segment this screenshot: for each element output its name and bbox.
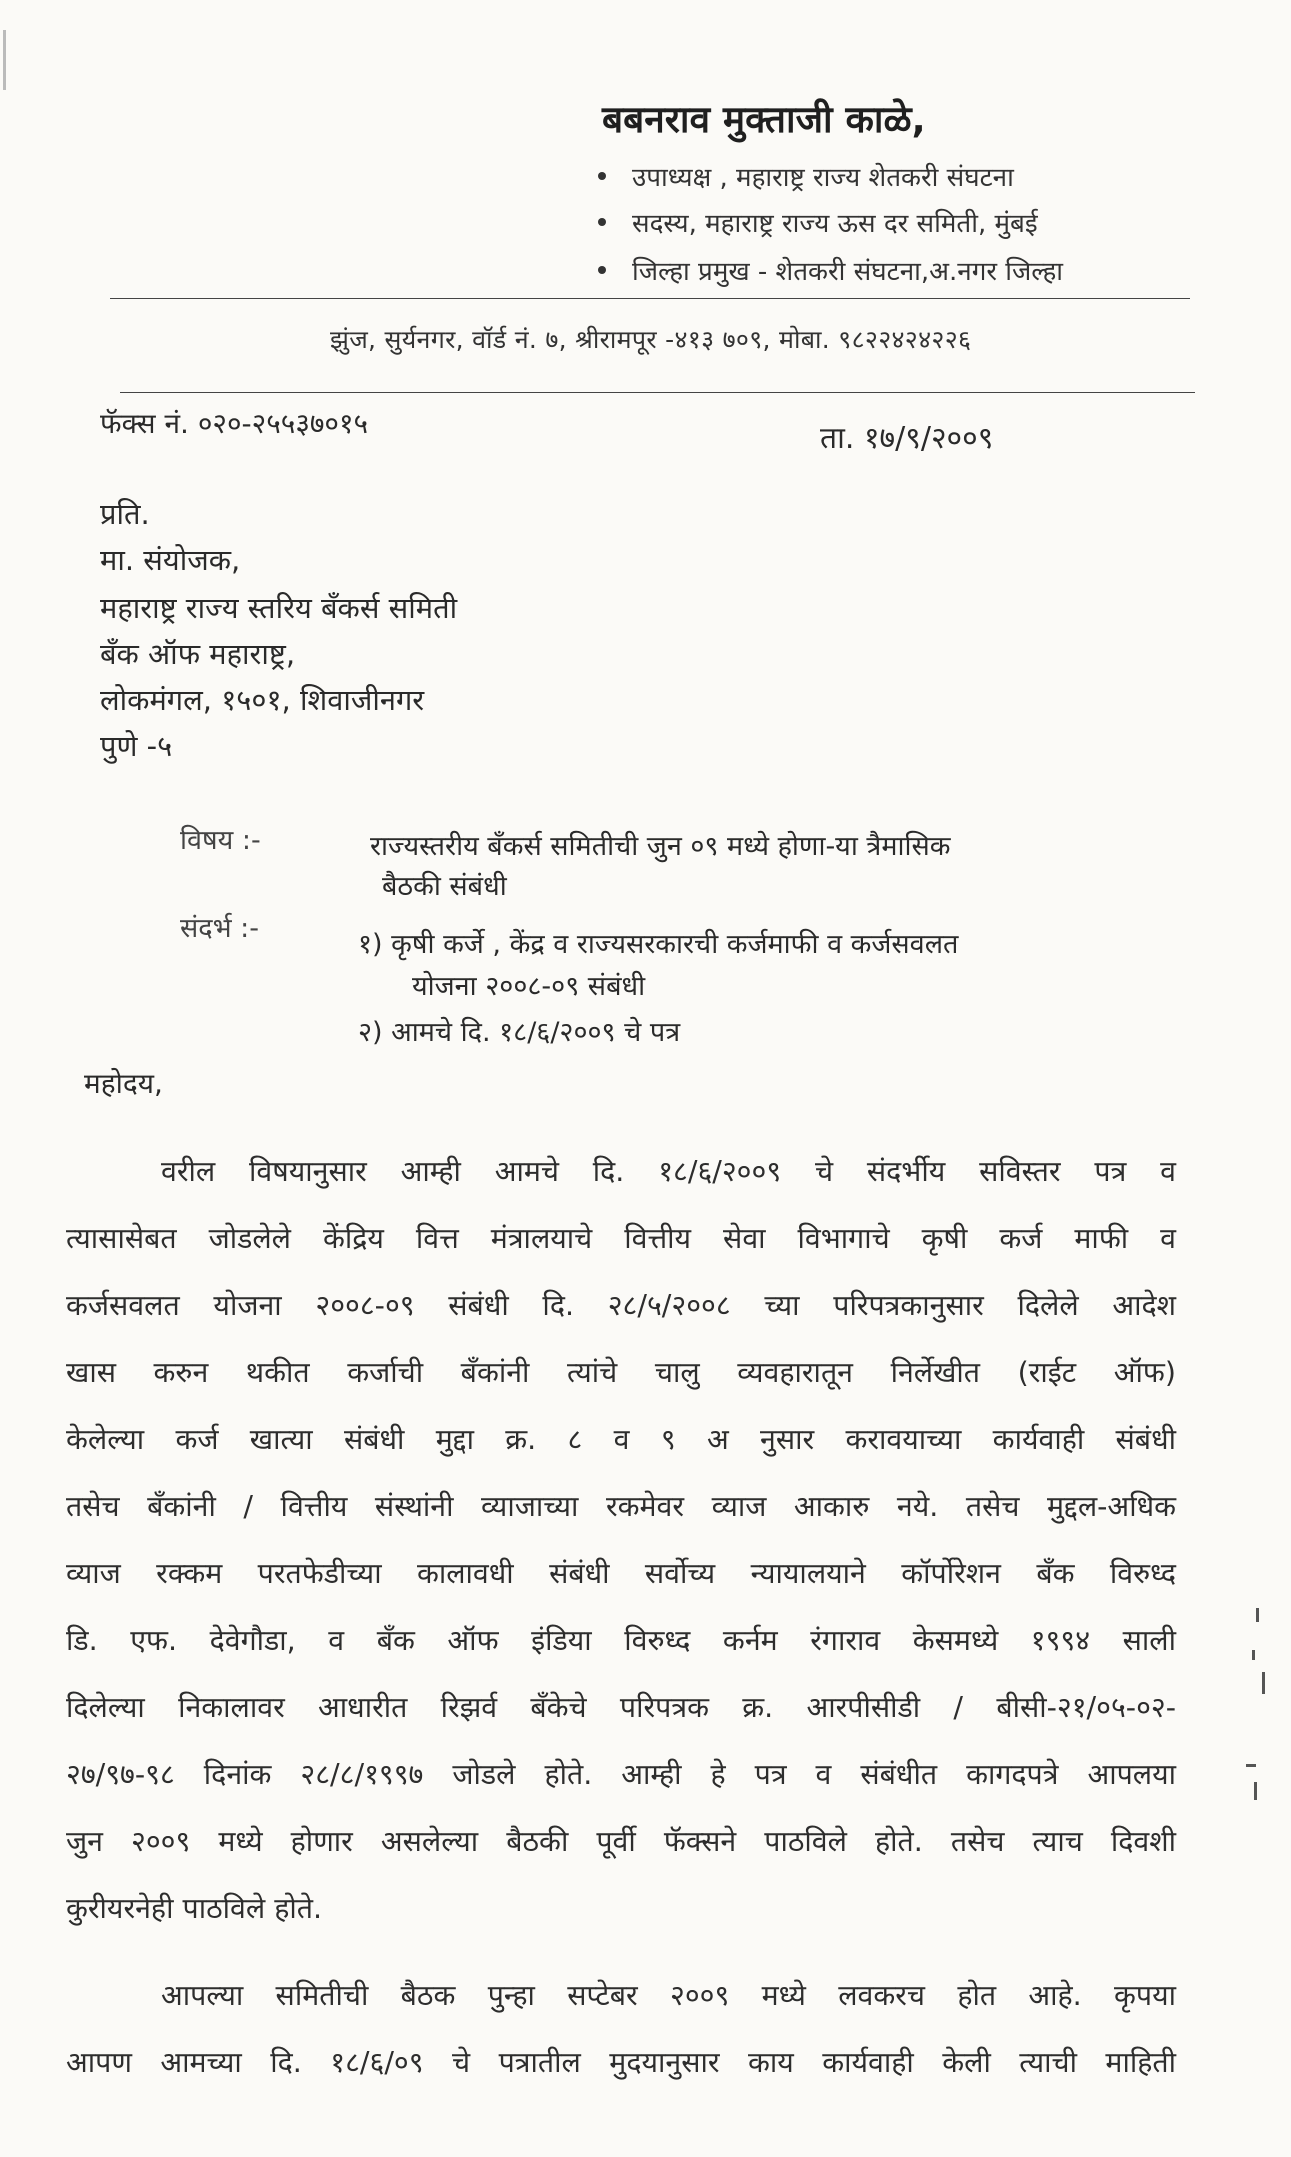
sender-role-1: उपाध्यक्ष , महाराष्ट्र राज्य शेतकरी संघटना (598, 158, 1014, 194)
recipient-line: बँक ऑफ महाराष्ट्र, (100, 637, 296, 671)
paragraph-line: आपण आमच्या दि. १८/६/०९ चे पत्रातील मुदयानुसार काय कार्यवाही केली त्याची माहिती (66, 2046, 1176, 2079)
paragraph-line: तसेच बँकांनी / वित्तीय संस्थांनी व्याजाच्या रकमेवर व्याज आकारु नये. तसेच मुद्दल-अधिक (66, 1490, 1176, 1523)
paragraph-line: वरील विषयानुसार आम्ही आमचे दि. १८/६/२००९ चे संदर्भीय सविस्तर पत्र व (161, 1155, 1176, 1188)
recipient-line: मा. संयोजक, (100, 543, 241, 577)
paragraph-line: त्यासासेबत जोडलेले केंद्रिय वित्त मंत्रालयाचे वित्तीय सेवा विभागाचे कृषी कर्ज माफी व (66, 1222, 1176, 1255)
subject-label: विषय :- (180, 825, 261, 856)
bullet-icon (598, 218, 606, 226)
paragraph-line: आपल्या समितीची बैठक पुन्हा सप्टेबर २००९ मध्ये लवकरच होत आहे. कृपया (161, 1979, 1176, 2012)
sender-role-3: जिल्हा प्रमुख - शेतकरी संघटना,अ.नगर जिल्हा (598, 252, 1063, 288)
sender-address: झुंज, सुर्यनगर, वॉर्ड नं. ७, श्रीरामपूर -४१३ ७०९, मोबा. ९८२२४२४२२६ (330, 325, 972, 354)
header-rule-bottom (120, 392, 1195, 393)
subject-line: राज्यस्तरीय बँकर्स समितीची जुन ०९ मध्ये होणा-या त्रैमासिक (370, 831, 951, 862)
scan-speck (1256, 1608, 1259, 1622)
scan-speck (1246, 1764, 1256, 1767)
reference-label: संदर्भ :- (180, 913, 259, 944)
scan-speck (1254, 1782, 1257, 1800)
scan-speck (1262, 1672, 1265, 1694)
body-paragraph-1 (66, 1138, 1176, 1942)
recipient-line: प्रति. (100, 497, 150, 531)
paragraph-line: कुरीयरनेही पाठविले होते. (66, 1892, 323, 1925)
subject-line: बैठकी संबंधी (382, 871, 507, 902)
recipient-line: पुणे -५ (100, 729, 173, 763)
bullet-icon (598, 172, 606, 180)
body-paragraph-2 (66, 1962, 1176, 2096)
paragraph-line: कर्जसवलत योजना २००८-०९ संबंधी दि. २८/५/२००८ च्या परिपत्रकानुसार दिलेले आदेश (66, 1289, 1176, 1322)
paragraph-line: केलेल्या कर्ज खात्या संबंधी मुद्दा क्र. ८ व ९ अ नुसार करावयाच्या कार्यवाही संबंधी (66, 1423, 1176, 1456)
letter-date: ता. १७/९/२००९ (820, 421, 994, 456)
paragraph-line: दिलेल्या निकालावर आधारीत रिझर्व बँकेचे परिपत्रक क्र. आरपीसीडी / बीसी-२१/०५-०२- (66, 1691, 1176, 1724)
scan-speck (1252, 1650, 1255, 1660)
fax-number: फॅक्स नं. ०२०-२५५३७०१५ (100, 407, 369, 440)
sender-name: बबनराव मुक्ताजी काळे, (602, 98, 926, 141)
reference-line: २) आमचे दि. १८/६/२००९ चे पत्र (358, 1017, 681, 1048)
reference-line: १) कृषी कर्जे , केंद्र व राज्यसरकारची कर्जमाफी व कर्जसवलत (358, 929, 959, 960)
recipient-line: महाराष्ट्र राज्य स्तरिय बँकर्स समिती (100, 591, 458, 625)
reference-line: योजना २००८-०९ संबंधी (412, 971, 646, 1002)
paragraph-line: खास करुन थकीत कर्जाची बँकांनी त्यांचे चालु व्यवहारातून निर्लेखीत (राईट ऑफ) (66, 1356, 1176, 1389)
paragraph-line: जुन २००९ मध्ये होणार असलेल्या बैठकी पूर्वी फॅक्सने पाठविले होते. तसेच त्याच दिवशी (66, 1825, 1176, 1858)
bullet-icon (598, 266, 606, 274)
paragraph-line: २७/९७-९८ दिनांक २८/८/१९९७ जोडले होते. आम्ही हे पत्र व संबंधीत कागदपत्रे आपलया (66, 1758, 1176, 1791)
recipient-line: लोकमंगल, १५०१, शिवाजीनगर (100, 683, 425, 717)
paragraph-line: व्याज रक्कम परतफेडीच्या कालावधी संबंधी सर्वोच्य न्यायालयाने कॉर्पोरेशन बँक विरुध्द (66, 1557, 1176, 1590)
sender-role-2: सदस्य, महाराष्ट्र राज्य ऊस दर समिती, मुंबई (598, 204, 1038, 240)
header-rule-top (110, 298, 1190, 299)
scan-edge (3, 30, 6, 90)
paragraph-line: डि. एफ. देवेगौडा, व बँक ऑफ इंडिया विरुध्द कर्नम रंगाराव केसमध्ये १९९४ साली (66, 1624, 1176, 1657)
salutation: महोदय, (84, 1067, 163, 1100)
